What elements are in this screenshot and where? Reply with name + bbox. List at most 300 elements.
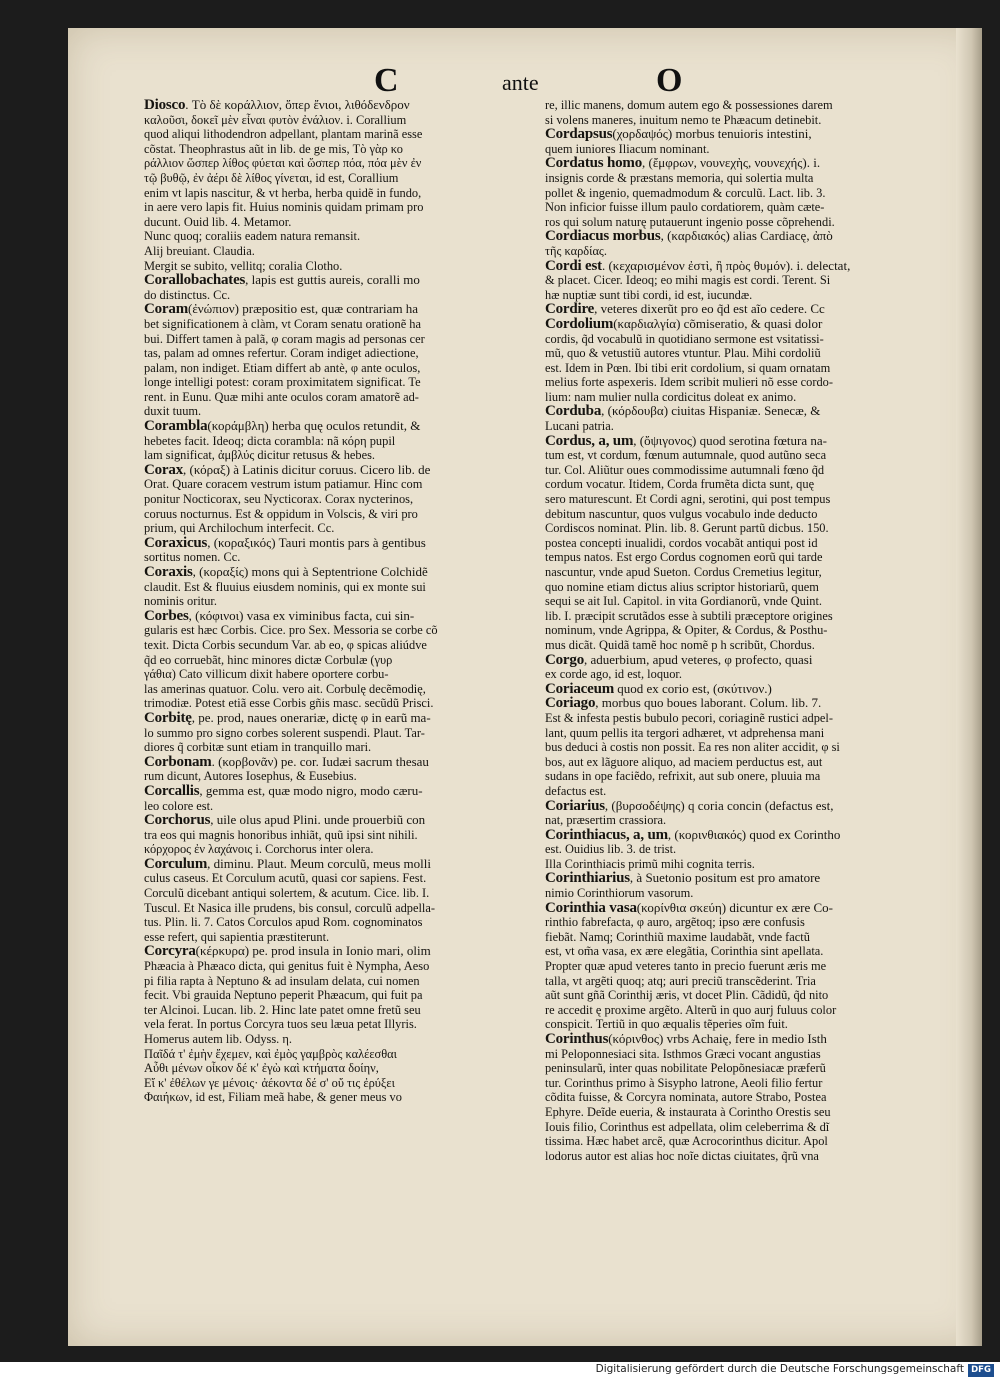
line-text: , (καρδιακός) alias Cardiacę, ἀπὸ [660,229,833,244]
entry-headline [144,463,521,478]
book-page [68,28,982,1346]
line-text: tur. Corinthus primo à Sisypho latrone, Aeoli filio fertur [545,1075,823,1090]
line-text: Illa Corinthiacis primũ mihi cognita terris. [545,856,755,871]
entry-headline [144,944,521,959]
line-text: lant, quum pellis ita tergori adhæret, vt adprehensa mani [545,725,825,740]
text-line [144,404,521,419]
text-line [144,492,521,507]
line-text: aũt sunt gñã Corinthij æris, vt docet Plin. Cãdidũ, q̃d nito [545,988,829,1003]
text-line [545,98,922,113]
line-text: peninsularũ, inter quas nobilitate Pelopõnesiacæ præferũ [545,1061,826,1076]
line-text: duxit tuum. [144,404,202,419]
entry-headline [144,98,521,113]
line-text: nat, præsertim crassiora. [545,813,667,828]
text-line [545,215,922,230]
header-letter-left: C [374,62,399,99]
line-text: coruus nocturnus. Est & oppidum in Volscis, & viri pro [144,506,418,521]
headword: Cordiacus morbus [545,229,661,244]
text-line [144,594,521,609]
line-text: (ἐνώπιον) præpositio est, quæ contrariam ha [188,302,419,317]
line-text: Mergit se subito, vellitq; coralia Clotho. [144,258,343,273]
text-line [144,886,521,901]
text-line [144,171,521,186]
headword: Cordi est [545,258,602,274]
headword: Coriago [545,696,596,711]
line-text: . Τὸ δὲ κοράλλιον, ὅπερ ἔνιοι, λιθόδενδρον [185,98,410,112]
line-text: , (κοραξικός) Tauri montis pars à gentibus [207,535,426,550]
text-line [545,492,922,507]
line-text: . (κεχαρισμένον ἐστὶ, ἢ πρὸς θυμόν). i. delectat, [601,258,851,273]
headword: Corcyra [144,944,196,960]
line-text: debitum nascuntur, quos vulgus vocabulo inde deducto [545,506,818,521]
line-text: , (κόρδουβα) ciuitas Hispaniæ. Senecæ, & [601,404,821,419]
text-line [545,390,922,405]
text-line [144,740,521,755]
text-line [545,740,922,755]
headword: Corculum [144,856,208,872]
text-line [545,813,922,828]
text-line [144,799,521,814]
text-line [144,638,521,653]
headword: Coraxicus [144,535,208,551]
line-text: Ephyre. Deĩde eueria, & instaurata à Corintho Orestis seu [545,1104,831,1119]
headword: Corbonam [144,754,212,770]
text-line [144,915,521,930]
line-text: , (κόραξ) à Latinis dicitur coruus. Cicero lib. de [183,462,431,477]
headword: Corax [144,462,183,478]
entry-headline [545,127,922,142]
line-text: τῷ βυθῷ, ἐν ἀέρι δὲ λίθος γίνεται, id est, Corallium [144,170,399,185]
text-line [144,1076,521,1091]
text-line [545,171,922,186]
text-line [144,871,521,886]
text-line [144,521,521,536]
text-line [545,594,922,609]
line-text: cordum vocatur. Itidem, Corda frumẽta dicta sunt, quę [545,477,815,492]
line-text: pi filia rapta à Neptuno & ad insulam delata, cui nomen [144,973,420,988]
headword: Cordapsus [545,127,613,142]
line-text: lodorus autor est alias hoc noĩe dictas ciuitates, q̃rũ vna [545,1148,819,1163]
line-text: , (ὄψιγονος) quod serotina fœtura na- [633,433,827,448]
line-text: , gemma est, quæ modo nigro, modo cæru- [199,783,423,798]
line-text: ponitur Nocticorax, seu Nycticorax. Corax nycterinos, [144,492,414,507]
entry-headline [545,682,922,697]
text-line [144,988,521,1003]
text-line [545,726,922,741]
line-text: est. Idem in Pœn. Ibi tibi erit cordolium, si quam ornatam [545,360,831,375]
text-line [545,930,922,945]
line-text: , (ἔμφρων, νουνεχὴς, νουνεχής). i. [642,156,821,171]
line-text: bus deduci à costis non possit. Ea res non aliter accidit, φ si [545,740,840,755]
line-text: mi Peloponnesiaci sita. Isthmos Græci vocant angustias [545,1046,821,1061]
text-line [545,959,922,974]
line-text: claudit. Est & fluuius eiusdem nominis, qui ex monte sui [144,579,426,594]
text-line [144,477,521,492]
text-line [144,127,521,142]
text-line [545,1003,922,1018]
line-text: (κοράμβλη) herba quę oculos retundit, & [207,419,421,434]
line-text: tra eos qui magnis honoribus inhiãt, quũ ipsi sint nihili. [144,827,418,842]
entry-headline [144,813,521,828]
headword: Corallobachates [144,273,246,288]
line-text: (κόρινθος) vrbs Achaię, fere in medio Isth [608,1032,827,1046]
text-line [144,375,521,390]
line-text: culus caseus. Et Corculum acutũ, quasi cor sapiens. Fest. [144,871,427,886]
line-text: rinthio fabrefacta, φ auro, argẽtoq; ipso ære confusis [545,915,805,930]
line-text: hebetes facit. Ideoq; dicta corambla: nã κόρη pupil [144,433,396,448]
line-text: Cordiscos nominat. Plin. lib. 8. Gerunt partũ dicbus. 150. [545,521,829,536]
entry-headline [144,711,521,726]
line-text: do distinctus. Cc. [144,287,231,302]
line-text: γάθια) Cato villicum dixit habere oportere corbu- [144,667,389,682]
line-text: nascuntur, vnde apud Sueton. Cordus Cremetius legitur, [545,565,822,579]
header-word: ante [502,70,539,95]
line-text: postea concepti inualidi, cordos vocabãt antiqui post id [545,535,818,550]
left-column [144,98,521,1163]
text-columns [144,98,922,1163]
text-line [144,317,521,332]
text-line [144,229,521,244]
line-text: lo summo pro signo corbes solerent suspendi. Plaut. Tar- [144,725,425,740]
line-text: diores q̃ corbitæ sunt etiam in tranquillo mari. [144,740,372,755]
line-text: , pe. prod, naues onerariæ, dictę φ in earũ ma- [191,710,431,725]
dfg-logo: DFG [968,1364,994,1377]
text-line [545,1149,922,1164]
line-text: Αὖθι μένων οἶκον δέ κ' ἐγὼ καὶ κτήματα δοίην, [144,1061,379,1076]
line-text: cõdita fuisse, & Corcyra nominata, autore Strabo, Postea [545,1090,827,1105]
text-line [144,974,521,989]
line-text: Phæacia à Phæaco dicta, qui genitus fuit è Nympha, Aeso [144,959,430,974]
entry-headline [545,799,922,814]
funding-credit: Digitalisierung gefördert durch die Deutsche Forschungsgemeinschaft [595,1363,964,1375]
headword: Corbitę [144,710,192,726]
line-text: tempus natos. Est ergo Cordus cognomen eorũ qui tarde [545,550,823,565]
line-text: cõstat. Theophrastus aũt in lib. de ge mis, Τὸ γὰρ κο [144,141,403,156]
line-text: trimodiæ. Potest etiã esse Corbis gñis masc. secũdũ Prisci. [144,696,434,711]
line-text: fecit. Vbi grauida Neptuno peperit Phæacum, qui fuit pa [144,988,423,1003]
text-line [545,273,922,288]
entry-headline [144,273,521,288]
headword: Corinthia vasa [545,900,637,916]
text-line [144,361,521,376]
line-text: nimio Corinthiorum vasorum. [545,886,694,901]
text-line [144,215,521,230]
line-text: defactus est. [545,783,607,798]
line-text: Φαιήκων, id est, Filiam meã habe, & gener meus vo [144,1090,402,1105]
text-line [545,1076,922,1091]
line-text: sudans in ope faciẽdo, refrixit, aut sub onere, pluuia ma [545,769,821,784]
text-line [144,244,521,259]
line-text: quo nomine etiam dictus alius scriptor historiarũ, quem [545,579,819,594]
text-line [144,726,521,741]
text-line [545,974,922,989]
text-line [144,113,521,128]
text-line [144,434,521,449]
header-letter-right: O [656,62,683,99]
line-text: re, illic manens, domum autem ego & possessiones darem [545,98,833,112]
text-line [545,623,922,638]
text-line [144,1090,521,1105]
line-text: esse refert, qui sapientia præstiterunt. [144,929,330,944]
line-text: est, vt om̃a vasa, ex ære elegãtia, Corinthia sint apellata. [545,944,824,959]
text-line [144,959,521,974]
text-line [545,536,922,551]
entry-headline [545,259,922,274]
line-text: , (κόφινοι) vasa ex viminibus facta, cui sin- [188,608,415,623]
text-line [545,915,922,930]
line-text: tus. Plin. li. 7. Catos Corculos apud Rom. cognominatos [144,915,423,930]
line-text: Εἴ κ' ἐθέλων γε μένοις· ἀέκοντα δέ σ' οὔ τις ἐρύξει [144,1075,395,1090]
line-text: prium, qui Archilochum interfecit. Cc. [144,521,335,536]
line-text: (καρδιαλγία) cõmiseratio, & quasi dolor [613,316,823,331]
line-text: pollet & ingenio, quemadmodum & corculũ. Lact. lib. 3. [545,185,826,200]
line-text: τῆς καρδίας. [545,243,607,258]
line-text: bos, aut ex lãguore aliquo, ad maciem perductus est, aut [545,754,823,769]
entry-headline [545,434,922,449]
text-line [545,507,922,522]
entry-headline [144,755,521,770]
line-text: in aere vero lapis fit. Huius nominis quidam primam pro [144,200,424,215]
headword: Cordus, a, um [545,433,634,449]
entry-headline [144,302,521,317]
line-text: & placet. Cicer. Ideoq; eo mihi magis est cordi. Terent. Si [545,273,831,288]
headword: Corduba [545,404,602,420]
line-text: Tuscul. Et Nasica ille prudens, bis consul, corculũ adpella- [144,900,436,915]
line-text: (χορδαψός) morbus tenuioris intestini, [612,127,812,142]
headword: Corinthiarius [545,871,630,887]
entry-headline [545,696,922,711]
page-edge-shadow [956,28,982,1346]
text-line [545,550,922,565]
line-text: (κορίνθια σκεύη) dicuntur ex ære Co- [636,900,833,915]
text-line [144,696,521,711]
line-text: lib. I. præcipit scrutãdos esse à subtili præceptore origines [545,608,833,623]
text-line [545,477,922,492]
headword: Corinthiacus, a, um [545,827,668,843]
line-text: enim vt lapis nascitur, & vt herba, herba quidẽ in fundo, [144,185,422,200]
text-line [545,1061,922,1076]
text-line [144,930,521,945]
text-line [545,711,922,726]
line-text: rent. in Eunu. Quæ mihi ante oculos coram amatorẽ ad- [144,389,419,404]
line-text: καλοῦσι, δοκεῖ μὲν εἶναι φυτὸν ἐνάλιον. i. Corallium [144,112,407,127]
line-text: , morbus quo boues laborant. Colum. lib. 7. [595,696,822,711]
text-line [545,361,922,376]
line-text: Non inficior fuisse illum paulo cordatiorem, quàm cæte- [545,200,825,215]
text-line [144,842,521,857]
entry-headline [144,565,521,580]
headword: Cordolium [545,316,614,332]
line-text: , aduerbium, apud veteres, φ profecto, quasi [584,652,813,667]
line-text: κόρχορος ἐν λαχάνοις i. Corchorus inter olera. [144,842,374,857]
line-text: , à Suetonio positum est pro amatore [629,871,821,886]
text-line [144,390,521,405]
line-text: Homerus autem lib. Odyss. η. [144,1032,292,1046]
text-line [545,944,922,959]
line-text: las amerinas quatuor. Colu. vero ait. Corbulę decẽmodię, [144,681,426,696]
entry-headline [545,302,922,317]
headword: Corbes [144,608,189,624]
text-line [144,769,521,784]
line-text: ράλλιον ὥσπερ λίθος φύεται καὶ ὥσπερ πόα, πόα μὲν ἐν [144,156,422,171]
line-text: tissima. Hæc habet arcẽ, quæ Acrocorinthus dicitur. Apol [545,1134,828,1149]
headword: Coriaceum [545,681,615,697]
line-text: est. Ouidius lib. 3. de trist. [545,842,677,857]
text-line [545,769,922,784]
text-line [545,1120,922,1135]
text-line [545,288,922,303]
text-line [144,1061,521,1076]
line-text: Lucani patria. [545,419,614,434]
entry-headline [545,317,922,332]
line-text: , (κορινθιακός) quod ex Corintho [667,827,841,842]
text-line [545,200,922,215]
line-text: sequi se ait Iul. Capitol. in vita Gordianorũ, vnde Quint. [545,594,823,609]
line-text: Corculũ dicebant antiqui solertem, & acutum. Cice. lib. I. [144,886,430,901]
text-line [545,988,922,1003]
text-line [545,638,922,653]
line-text: bet significationem à clàm, vt Coram senatu orationẽ ha [144,316,421,331]
line-text: , uile olus apud Plini. unde prouerbiũ con [210,813,426,828]
line-text: Orat. Quare coracem vestrum istum patiamur. Hinc com [144,477,423,492]
text-line [545,186,922,201]
text-line [545,1134,922,1149]
line-text: ducunt. Ouid lib. 4. Metamor. [144,214,292,229]
line-text: . (κορβονᾶν) pe. cor. Iudæi sacrum thesau [211,754,429,769]
text-line [545,142,922,157]
text-line [144,1032,521,1047]
entry-headline [545,653,922,668]
line-text: , (βυρσοδέψης) q coria concin (defactus est, [604,798,834,813]
text-line [545,784,922,799]
line-text: bui. Differt tamen à palã, φ coram magis ad personas cer [144,331,425,346]
entry-headline [545,229,922,244]
line-text: tum est, vt cordum, fœnum autumnale, quod autũno seca [545,448,827,463]
headword: Corgo [545,652,584,668]
line-text: (κέρκυρα) pe. prod insula in Ionio mari, olim [195,944,431,959]
line-text: palam, non indiget. Etiam differt ab antè, φ ante oculos, [144,360,421,375]
line-text: , veteres dixerũt pro eo q̃d est aĩo cedere. Cc [594,302,825,317]
text-line [545,1047,922,1062]
text-line [144,156,521,171]
text-line [144,259,521,274]
line-text: tas, palam ad omnes refertur. Coram indiget adiectione, [144,346,419,361]
running-header [68,62,982,102]
line-text: , diminu. Plaut. Meum corculũ, meus molli [207,856,431,871]
line-text: tur. Col. Aliũtur oues commodissime autumnali fœno q̃d [545,462,825,477]
text-line [144,653,521,668]
entry-headline [545,901,922,916]
line-text: Nunc quoq; coraliis eadem natura remansit. [144,229,361,244]
text-line [144,346,521,361]
right-column [545,98,922,1163]
entry-headline [545,871,922,886]
text-line [545,842,922,857]
line-text: , (κοραξίς) mons qui à Septentrione Colchidẽ [192,565,428,579]
headword: Coriarius [545,798,605,814]
line-text: ros qui solum naturę putauerunt ingenio posse cõprehendi. [545,214,835,229]
text-line [545,332,922,347]
line-text: Est & infesta pestis bubulo pecori, coriaginẽ rustici adpel- [545,710,834,725]
text-line [144,667,521,682]
text-line [144,1047,521,1062]
line-text: quem iuniores Iliacum nominant. [545,141,710,156]
headword: Diosco [144,98,186,113]
line-text: mũ, quo & vetustiũ autores vtuntur. Plau. Mihi cordoliũ [545,346,821,361]
line-text: insignis corde & præstans memoria, qui solertia multa [545,170,814,185]
line-text: sortitus nomen. Cc. [144,550,241,565]
text-line [545,521,922,536]
text-line [545,1017,922,1032]
text-line [545,565,922,580]
line-text: q̃d eo corruebãt, hinc minores dictæ Corbulæ (γυρ [144,652,393,667]
line-text: hæ nuptiæ sunt tibi cordi, id est, iucundæ. [545,287,753,302]
text-line [144,1003,521,1018]
line-text: ex corde ago, id est, loquor. [545,667,682,682]
line-text: melius forte aspexeris. Idem scribit mulieri nõ esse cordo- [545,375,833,390]
line-text: lam significat, ἀμβλύς dicitur retusus & hebes. [144,448,376,463]
line-text: ter Alcinoi. Lucan. lib. 2. Hinc late patet omne fretũ seu [144,1002,421,1017]
line-text: longe intelligi potest: coram proximitatem significat. Te [144,375,421,390]
headword: Coram [144,302,188,317]
text-line [144,142,521,157]
headword: Corcallis [144,783,200,799]
headword: Corambla [144,419,208,434]
text-line [144,1017,521,1032]
text-line [545,667,922,682]
line-text: vela ferat. In portus Corcyra tuos seu læua petat Illyris. [144,1017,417,1032]
line-text: Iouis filio, Corinthus est adpellata, olim celeberrima & dĩ [545,1119,830,1134]
text-line [144,332,521,347]
entry-headline [144,609,521,624]
text-line [144,507,521,522]
entry-headline [144,419,521,434]
entry-headline [545,1032,922,1047]
entry-headline [545,404,922,419]
text-line [545,448,922,463]
line-text: nominum, vnde Agrippa, & Opiter, & Cordus, & Posthu- [545,623,828,638]
text-line [545,244,922,259]
line-text: conspicit. Tertiũ in quo æqualis tẽperies oĩm fuit. [545,1017,788,1032]
headword: Corchorus [144,813,211,828]
text-line [144,200,521,215]
line-text: si volens maneres, inuitum nemo te Phæacum detinebit. [545,112,822,127]
text-line [545,346,922,361]
text-line [545,375,922,390]
line-text: Alij breuiant. Claudia. [144,243,255,258]
line-text: texit. Dicta Corbis secundum Var. ab eo, φ spicas aliúdve [144,637,427,652]
text-line [545,463,922,478]
text-line [144,623,521,638]
entry-headline [144,784,521,799]
text-line [545,1090,922,1105]
line-text: lium: nam mulier nulla cordicitus doleat ex animo. [545,389,797,404]
line-text: sero maturescunt. Et Cordi agni, serotini, qui post tempus [545,492,831,507]
text-line [545,580,922,595]
text-line [545,755,922,770]
headword: Coraxis [144,565,193,580]
text-line [144,288,521,303]
text-line [144,580,521,595]
text-line [545,419,922,434]
line-text: , lapis est guttis aureis, coralli mo [245,273,420,288]
text-line [144,448,521,463]
line-text: re accedit ę proxime argẽto. Alterũ in quo aurj fuluus color [545,1002,837,1017]
text-line [144,682,521,697]
text-line [144,901,521,916]
line-text: leo colore est. [144,798,214,813]
headword: Cordatus homo [545,156,642,171]
